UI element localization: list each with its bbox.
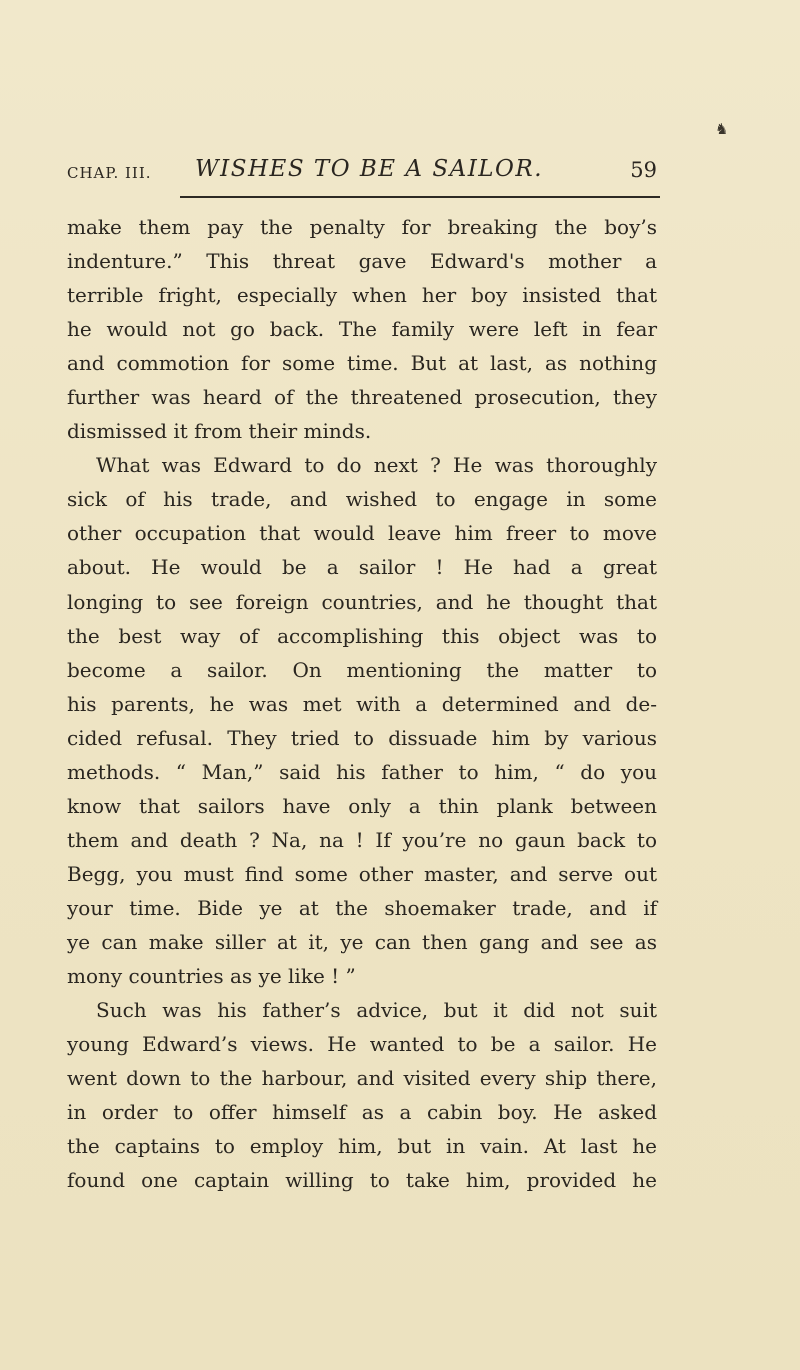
text-line: and commotion for some time. But at last, as nothing <box>67 351 657 376</box>
text-line: terrible fright, especially when her boy insisted that <box>67 283 657 308</box>
text-line: in order to offer himself as a cabin boy. He asked <box>67 1100 657 1125</box>
running-title: WISHES TO BE A SAILOR. <box>195 156 544 182</box>
text-line: his parents, he was met with a determined and de- <box>67 691 657 716</box>
text-line: Such was his father’s advice, but it did not suit <box>96 998 657 1023</box>
text-line: know that sailors have only a thin plank between <box>67 793 657 818</box>
text-line: What was Edward to do next ? He was thoroughly <box>96 453 657 478</box>
text-line: further was heard of the threatened prosecution, they <box>67 385 657 410</box>
body-text <box>67 210 657 1197</box>
text-line: about. He would be a sailor ! He had a great <box>67 555 657 580</box>
text-line: the captains to employ him, but in vain. At last he <box>67 1134 657 1159</box>
text-line: mony countries as ye like ! ” <box>67 964 356 989</box>
text-line: young Edward’s views. He wanted to be a sailor. He <box>67 1032 657 1057</box>
text-line: your time. Bide ye at the shoemaker trade, and if <box>67 895 657 920</box>
text-line: cided refusal. They tried to dissuade him by various <box>67 725 657 750</box>
text-line: make them pay the penalty for breaking the boy’s <box>67 215 657 239</box>
page-number: 59 <box>630 158 657 182</box>
text-line: dismissed it from their minds. <box>67 419 372 444</box>
text-line: other occupation that would leave him freer to move <box>67 521 657 546</box>
text-line: sick of his trade, and wished to engage in some <box>67 487 657 512</box>
text-line: the best way of accomplishing this object was to <box>67 623 657 648</box>
text-line: found one captain willing to take him, provided he <box>67 1168 657 1193</box>
text-line: went down to the harbour, and visited every ship there, <box>67 1066 657 1091</box>
text-line: he would not go back. The family were left in fear <box>67 317 657 342</box>
text-line: them and death ? Na, na ! If you’re no gaun back to <box>67 827 657 852</box>
running-header <box>67 150 657 190</box>
chapter-label: CHAP. III. <box>67 164 152 182</box>
text-line: indenture.” This threat gave Edward's mother a <box>67 249 657 274</box>
header-rule <box>180 196 660 198</box>
text-line: ye can make siller at it, ye can then gang and see as <box>67 929 657 954</box>
text-line: longing to see foreign countries, and he thought that <box>67 589 657 614</box>
text-line: become a sailor. On mentioning the matter to <box>67 657 657 682</box>
corner-mark: ♞ <box>715 120 729 138</box>
text-line: methods. “ Man,” said his father to him, “ do you <box>67 759 657 784</box>
text-line: Begg, you must find some other master, and serve out <box>67 861 657 886</box>
